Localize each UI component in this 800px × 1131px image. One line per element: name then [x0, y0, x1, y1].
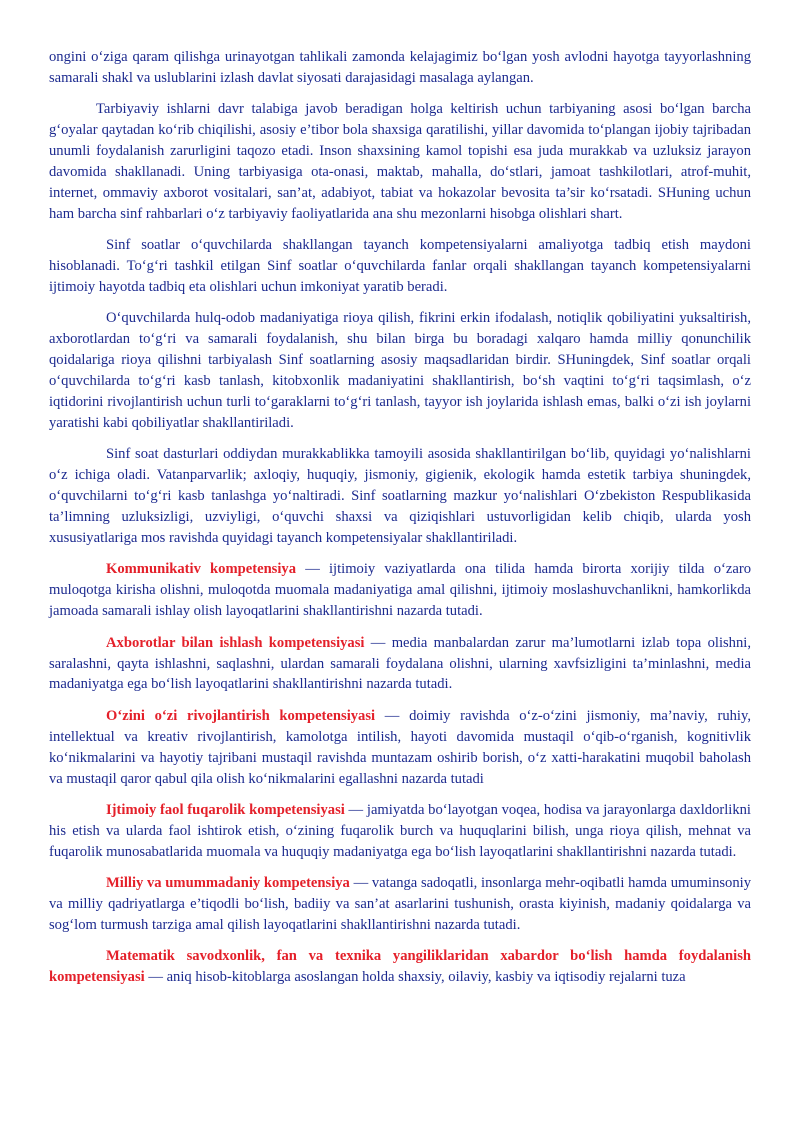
paragraph-text: Sinf soatlar o‘quvchilarda shakllangan tayanch kompetensiyalarni amaliyotga tadbiq etish maydoni hisoblanadi. To‘g‘ri tashkil etilgan Sinf soatlar o‘quvchilarda fanlar orqali shakllangan tayanch kompetensiyalarni ijtimoiy hayotda tadbiq eta olishlari uchun imkoniyat yaratib beradi. [49, 237, 751, 296]
competence-term: Ijtimoiy faol fuqarolik kompetensiyasi [106, 802, 345, 818]
paragraph-math-competence [49, 946, 751, 988]
competence-term: Axborotlar bilan ishlash kompetensiyasi [106, 634, 365, 651]
paragraph-information-competence [49, 633, 751, 696]
paragraph-communicative-competence [49, 559, 751, 622]
competence-term: Kommunikativ kompetensiya [106, 561, 297, 578]
paragraph-cultural-competence [49, 873, 751, 936]
paragraph-text: — doimiy ravishda o‘z-o‘zini jismoniy, ma’naviy, ruhiy, intellektual va kreativ rivojlantirish, kamolotga intilish, hayoti davomida mustaqil o‘qib-o‘rganish, kognitivlik ko‘nikmalarini va hayotiy tajribani mustaqil ravishda muntazam oshirib borish, o‘z xatti-harakatini muqobil baholash va mustaqil qaror qabul qila olish ko‘nikmalarini egallashni nazarda tutadi [49, 707, 751, 787]
paragraph-text: Sinf soat dasturlari oddiydan murakkablikka tamoyili asosida shakllantirilgan bo‘lib, quyidagi yo‘nalishlarni o‘z ichiga oladi. Vatanparvarlik; axloqiy, huquqiy, jismoniy, gigienik, ekologik hamda estetik tarbiya shuningdek, o‘quvchilarni to‘g‘ri kasb tanlashga yo‘naltiradi. Sinf soatlarning mazkur yo‘nalishlari O‘zbekiston Respublikasida ta’limning uzluksizligi, uzviyligi, o‘quvchi shaxsi va qiziqishlari ustuvorligidan kelib chiqib, ularda yosh xususiyatlariga mos ravishda quyidagi tayanch kompetensiyalar shakllantiriladi. [49, 446, 751, 547]
paragraph-class-hours-goals [49, 308, 751, 433]
competence-term: O‘zini o‘zi rivojlantirish kompetensiyasi [106, 707, 376, 724]
paragraph-text: — aniq hisob-kitoblarga asoslangan holda shaxsiy, oilaviy, kasbiy va iqtisodiy rejalarni tuza [144, 969, 686, 986]
paragraph-intro [49, 47, 751, 89]
document-page [49, 47, 751, 999]
paragraph-text: — ijtimoiy vaziyatlarda ona tilida hamda birorta xorijiy tilda o‘zaro muloqotga kirisha olishni, muloqotda muomala madaniyatiga amal qilishni, ijtimoiy moslashuvchanlikni, hamkorlikda jamoada samarali ishlay olish layoqatlarini shakllantirishni nazarda tutadi. [49, 561, 751, 620]
paragraph-civic-competence [49, 800, 751, 863]
paragraph-text: — vatanga sadoqatli, insonlarga mehr-oqibatli hamda umuminsoniy va milliy qadriyatlarga e’tiqodli bo‘lish, badiiy va san’at asarlarini tushunish, orasta kiyinish, madaniy qoidalarga va sog‘lom turmush tarziga amal qilish layoqatlarini shakllantirishni nazarda tutadi. [49, 875, 752, 934]
paragraph-text: — media manbalardan zarur ma’lumotlarni izlab topa olishni, saralashni, qayta ishlashni, saqlashni, ulardan samarali foydalana olishni, ularning xavfsizligini ta’minlashni, media madaniyatga ega bo‘lish layoqatlarini shakllantirishni nazarda tutadi. [49, 634, 751, 693]
paragraph-class-programs [49, 444, 751, 549]
competence-term: Milliy va umummadaniy kompetensiya [106, 875, 350, 892]
paragraph-class-hours [49, 235, 751, 298]
paragraph-text: O‘quvchilarda hulq-odob madaniyatiga rioya qilish, fikrini erkin ifodalash, notiqlik qobiliyatini yuksaltirish, axborotlardan to‘g‘ri va samarali foydalanish, shu bilan birga bu boradagi xalqaro hamda milliy qonunchilik qoidalariga rioya qilishni tarbiyalash Sinf soatlarning asosiy maqsadlaridan birdir. SHuningdek, Sinf soatlar orqali o‘quvchilarda to‘g‘ri kasb tanlash, kitobxonlik madaniyatini shakllantirish, bo‘sh vaqtini to‘g‘ri taqsimlash, o‘z iqtidorini rivojlantirish uchun turli to‘garaklarni to‘g‘ri tanlash, tayyor ish joylarida ishlash emas, balki o‘zi ish joylarni yaratishi kabi qobiliyatlar shakllantiriladi. [49, 310, 751, 431]
paragraph-text: Tarbiyaviy ishlarni davr talabiga javob beradigan holga keltirish uchun tarbiyaning asosi bo‘lgan barcha g‘oyalar qaytadan ko‘rib chiqilishi, asosiy e’tibor bola shaxsiga qaratilishi, yillar davomida to‘plangan ijobiy tajribadan unumli foydalanish zarurligini taqozo etadi. Inson shaxsining kamol topishi esa juda murakkab va uzluksiz jarayon davomida shakllanadi. Uning tarbiyasiga ota-onasi, maktab, mahalla, do‘stlari, jamoat tashkilotlari, atrof-muhit, internet, ommaviy axborot vositalari, san’at, adabiyot, tabiat va hokazolar bevosita ta’sir ko‘rsatadi. SHuning uchun ham barcha sinf rahbarlari o‘z tarbiyaviy faoliyatlarida ana shu mezonlarni hisobga olishlari shart. [49, 101, 751, 222]
paragraph-education-tasks [49, 99, 751, 224]
paragraph-self-development-competence [49, 706, 751, 790]
competence-term: Matematik savodxonlik, fan va texnika yangiliklaridan xabardor bo‘lish hamda foydalanish kompetensiyasi [49, 948, 751, 986]
paragraph-text: ongini o‘ziga qaram qilishga urinayotgan tahlikali zamonda kelajagimiz bo‘lgan yosh avlodni hayotga tayyorlashning samarali shakl va uslublarini izlash davlat siyosati darajasidagi masalaga aylangan. [49, 49, 751, 86]
paragraph-text: — jamiyatda bo‘layotgan voqea, hodisa va jarayonlarga daxldorlikni his etish va ularda faol ishtirok etish, o‘zining fuqarolik burch va huquqlarini bilish, unga rioya qilish, mehnat va fuqarolik munosabatlarida muomala va huquqiy madaniyatga ega bo‘lish layoqatlarini shakllantirishni nazarda tutadi. [49, 802, 751, 860]
